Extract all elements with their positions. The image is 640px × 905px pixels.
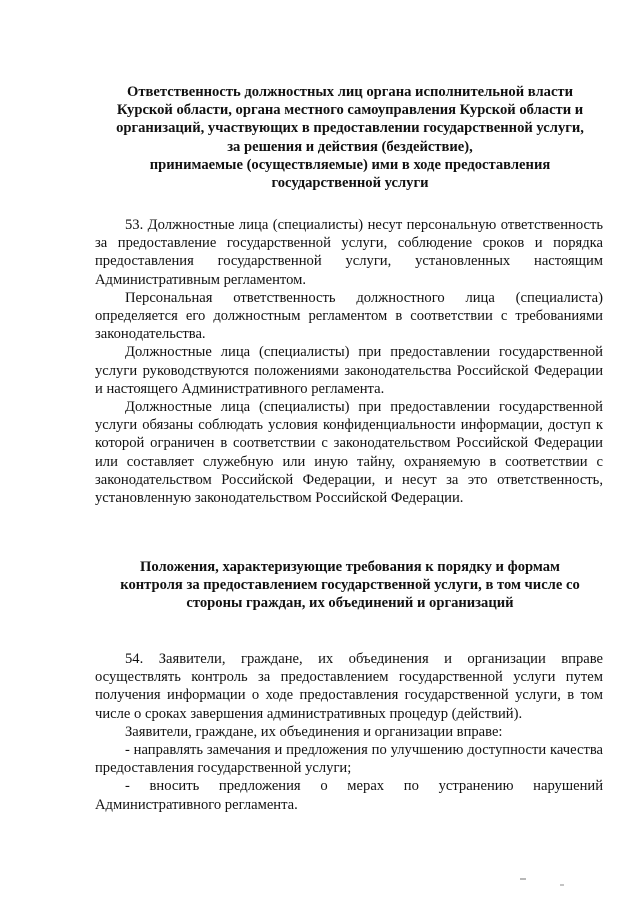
heading-line: контроля за предоставлением государственной услуги, в том числе со [120, 577, 580, 594]
list-item: - направлять замечания и предложения по улучшению доступности качества предоставления государственной услуги; [95, 742, 603, 777]
heading-line: за решения и действия (бездействие), [227, 138, 473, 155]
paragraph: Должностные лица (специалисты) при предоставлении государственной услуги обязаны соблюдать условия конфиденциальности информации, доступ к которой ограничен в соответствии с законодательством Российской Федерации или составляет служебную или иную тайну, охраняемую в соответствии с законодательством Российской Федерации, и несут за это ответственность, установленную законодательством Российской Федерации. [95, 399, 603, 507]
paragraph-54: 54. Заявители, граждане, их объединения и организации вправе осуществлять контроль за предоставлением государственной услуги путем получения информации о ходе предоставления государственной услуги, в том числе о сроках завершения административных процедур (действий). [95, 651, 603, 722]
paragraph-53: 53. Должностные лица (специалисты) несут персональную ответственность за предоставление государственной услуги, соблюдение сроков и порядка предоставления государственной услуги, установленных настоящим Административным регламентом. [95, 217, 603, 288]
section-heading-control [95, 558, 605, 613]
heading-line: организаций, участвующих в предоставлении государственной услуги, [116, 120, 584, 137]
heading-line: Курской области, органа местного самоуправления Курской области и [116, 102, 584, 119]
scan-speck [560, 884, 564, 886]
paragraph: Заявители, граждане, их объединения и организации вправе: [125, 723, 503, 740]
heading-line: Ответственность должностных лиц органа исполнительной власти [127, 84, 573, 100]
section-body-responsibility [95, 216, 603, 507]
section-heading-responsibility [95, 83, 605, 192]
paragraph: Персональная ответственность должностного лица (специалиста) определяется его должностным регламентом в соответствии с требованиями законодательства. [95, 289, 603, 343]
heading-line: Положения, характеризующие требования к порядку и формам [140, 559, 560, 575]
paragraph: Должностные лица (специалисты) при предоставлении государственной услуги руководствуются положениями законодательства Российской Федерации и настоящего Административного регламента. [95, 344, 603, 397]
scan-speck [520, 878, 526, 880]
heading-line: принимаемые (осуществляемые) ими в ходе предоставления [149, 156, 551, 173]
list-item: - вносить предложения о мерах по устранению нарушений Административного регламента. [95, 778, 603, 813]
heading-line: стороны граждан, их объединений и организаций [186, 595, 514, 612]
section-body-control [95, 650, 603, 814]
heading-line: государственной услуги [271, 175, 429, 192]
